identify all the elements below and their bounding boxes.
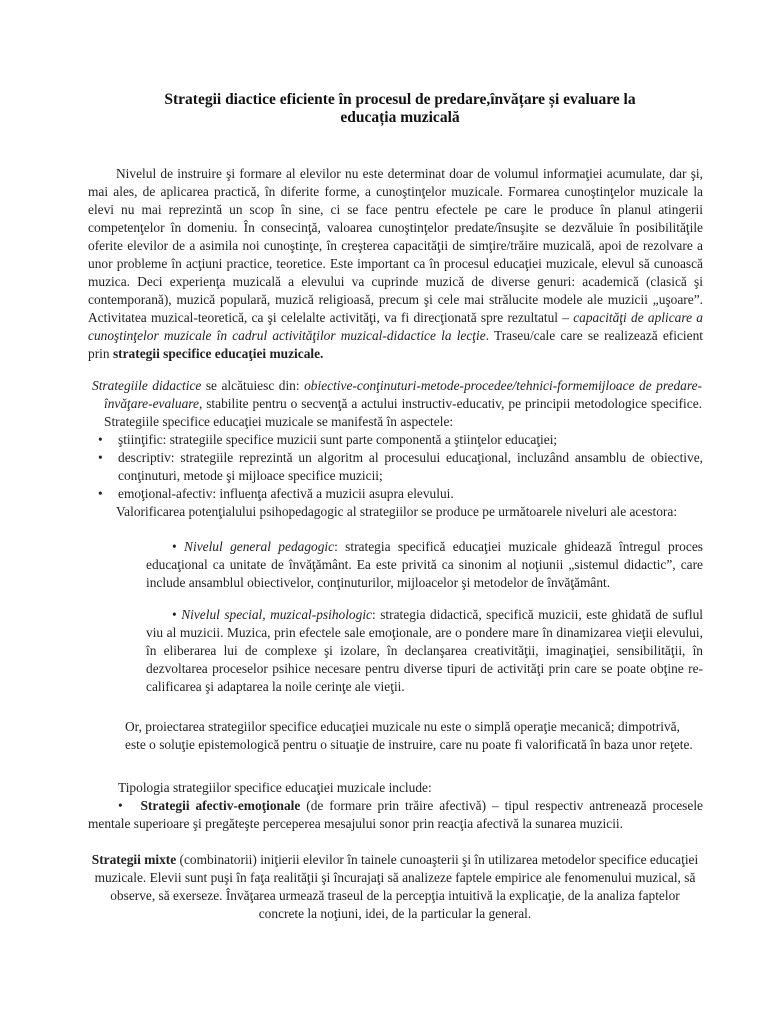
bullet-icon: • bbox=[98, 432, 103, 447]
level-special-name: Nivelul special, muzical-psihologic bbox=[181, 607, 372, 622]
intro-text: Nivelul de instruire şi formare al elevilor nu este determinat doar de volumul informaţiei acumulate, dar şi, mai ales, de aplicarea practică, în diferite forme, a cunoştinţelor muzicale. Formarea cunoştinţelor muzicale la elevi nu mai reprezintă un scop în sine, ci se face pentru efectele pe care le produce în planul atingerii competenţelor în domeniu. În consecinţă, valoarea cunoştinţelor predate/însuşite se dezvăluie în posibilităţile oferite elevilor de a asimila noi cunoştinţe, în creşterea capacităţii de simţire/trăire muzicală, apoi de rezolvare a unor probleme în acţiuni practice, teoretice. Este important ca în procesul educaţiei muzicale, elevul să cunoască muzica. Deci experienţa muzicală a elevului va cuprinde muzică de diverse genuri: academică (clasică şi contemporană), muzică populară, muzică religioasă, precum şi cele mai strălucite modele ale muzicii „uşoare”. Activitatea muzical-teoretică, ca şi celelalte activităţi, va fi direcţionată spre rezultatul – bbox=[88, 166, 703, 325]
strategy-affective-name: Strategii afectiv-emoţionale bbox=[140, 798, 301, 813]
bullet-icon: • bbox=[98, 450, 103, 465]
strategies-paragraph bbox=[92, 377, 702, 431]
typology-intro: Tipologia strategiilor specifice educaţiei muzicale include: bbox=[118, 780, 432, 795]
strategies-components: obiective-conţinuturi-metode-procedee/tehnici-formemijloace de predare-învăţare-evaluare bbox=[104, 378, 702, 411]
strategy-mixed bbox=[90, 851, 700, 923]
strategies-text-1: se alcătuiesc din: bbox=[201, 378, 300, 393]
aspect-item: descriptiv: strategiile reprezintă un algoritm al procesului educaţional, incluzând ansamblu de obiective, conţinuturi, metode şi mijloace specifice muzicii; bbox=[118, 450, 703, 483]
level-general-pedagogic bbox=[146, 538, 703, 592]
aspect-item: emoţional-afectiv: influenţa afectivă a muzicii asupra elevului. bbox=[118, 486, 454, 501]
level-special-musical bbox=[146, 606, 703, 696]
strategies-text-2: , stabilite pentru o secvenţă a actului instructiv-educativ, pe principii metodologice specifice. Strategiile specifice educaţiei muzicale se manifestă în aspectele: bbox=[104, 396, 702, 429]
strategy-affective-text: (de formare prin trăire afectivă) – tipul respectiv antrenează procesele mentale superioare şi pregăteşte perceperea mesajului sonor prin reacţia afectivă la sunarea muzicii. bbox=[88, 798, 704, 831]
strategies-term: Strategiile didactice bbox=[92, 378, 202, 393]
level-bullet-icon: • bbox=[172, 539, 177, 554]
bullet-icon: • bbox=[98, 486, 103, 501]
levels-intro: Valorificarea potenţialului psihopedagogic al strategiilor se produce pe următoarele niveluri ale acestora: bbox=[116, 504, 678, 519]
document-title bbox=[100, 91, 700, 127]
level-special-text: : strategia didactică, specifică muzicii, este ghidată de suflul viu al muzicii. Muzica, prin efectele sale emoţionale, are o pondere mare în dinamizarea vieţii elevului, în eliberarea lui de complexe şi izolare, în declanşarea creativităţii, imaginaţiei, sensibilităţii, în dezvoltarea proceselor psihice necesare pentru diverse tipuri de activităţi prin care se poate obţine re-calificarea şi adaptarea la noile cerinţe ale vieţii. bbox=[146, 607, 703, 694]
level-general-name: Nivelul general pedagogic bbox=[184, 539, 335, 554]
strategy-mixed-text: (combinatorii) iniţierii elevilor în tainele cunoaşterii şi în utilizarea metodelor specifice educaţiei muzicale. Elevii sunt puşi în faţa realităţii şi încurajaţi să analizeze faptele empirice ale fenomenului muzical, să observe, să exerseze. Învăţarea urmează traseul de la percepţia intuitivă la explicaţie, de la analiza faptelor concrete la noţiuni, idei, de la particular la general. bbox=[94, 852, 699, 921]
level-bullet-icon: • bbox=[172, 607, 177, 622]
intro-italic-phrase: capacităţi de aplicare a cunoştinţelor muzicale în cadrul activităţilor muzical-didactice la lecţie bbox=[88, 310, 703, 343]
intro-after-text: . Traseu/cale care se realizează eficient prin bbox=[88, 328, 704, 361]
conclusion-paragraph: Or, proiectarea strategiilor specifice educaţiei muzicale nu este o simplă operaţie mecanică; dimpotrivă, este o soluţie epistemologică pentru o situaţie de instruire, care nu poate fi valorificată în baza unor reţete. bbox=[125, 719, 693, 752]
title-line-1: Strategii diactice eficiente în procesul de predare,învățare și evaluare la bbox=[164, 91, 636, 108]
intro-paragraph bbox=[88, 165, 703, 363]
title-line-2: educația muzicală bbox=[340, 109, 460, 126]
bullet-icon: • bbox=[118, 798, 123, 813]
strategy-affective bbox=[88, 797, 703, 833]
intro-bold-phrase: strategii specifice educaţiei muzicale. bbox=[112, 346, 324, 361]
level-general-text: : strategia specifică educaţiei muzicale ghidează întregul proces educaţional ca unitate de învăţământ. Ea este privită ca sinonim al noţiunii „sistemul didactic”, care include ansamblul obiectivelor, conţinuturilor, mijloacelor şi metodelor de învăţământ. bbox=[146, 539, 703, 590]
aspect-item: ştiinţific: strategiile specifice muzicii sunt parte componentă a ştiinţelor educaţiei; bbox=[118, 432, 558, 447]
strategy-mixed-name: Strategii mixte bbox=[91, 852, 177, 867]
